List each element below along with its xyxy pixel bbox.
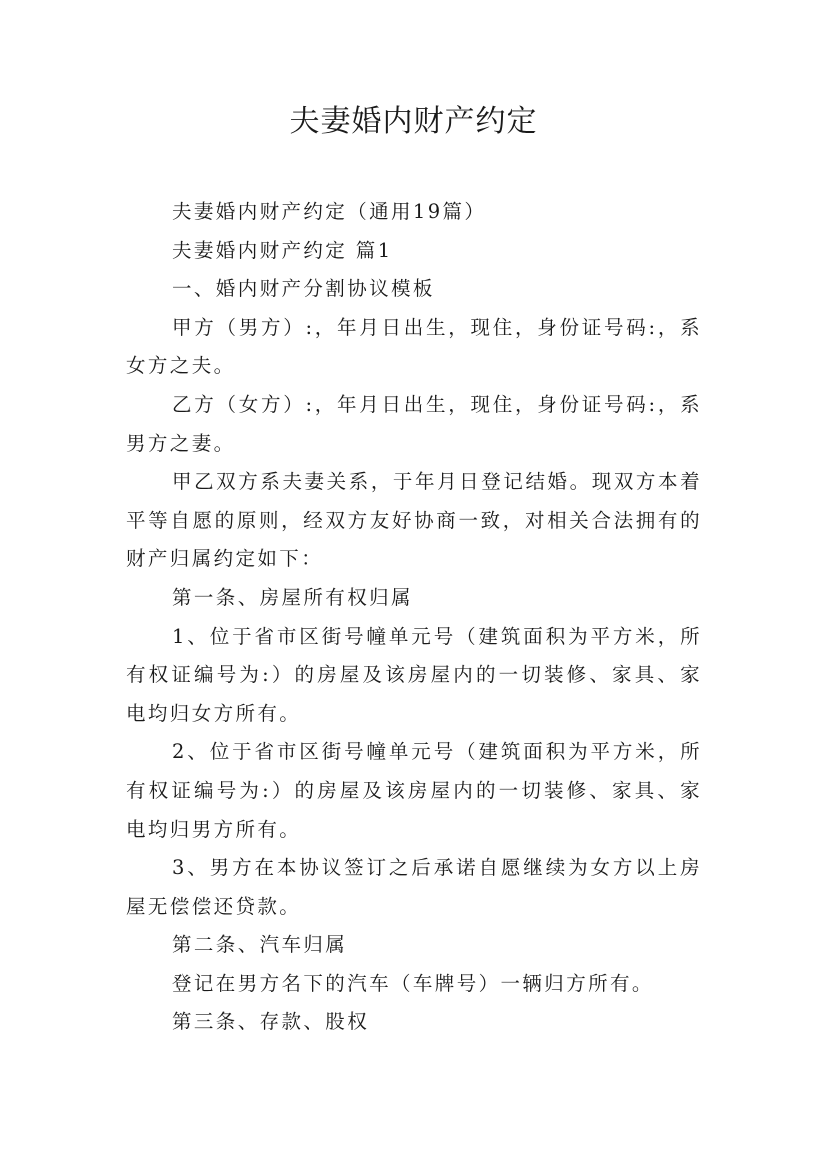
document-body <box>126 193 702 1042</box>
paragraph-party-b: 乙方（女方）:，年月日出生，现住，身份证号码:，系男方之妻。 <box>126 392 702 455</box>
document-title: 夫妻婚内财产约定 <box>289 104 538 139</box>
paragraph-article-2-heading: 第二条、汽车归属 <box>172 933 348 957</box>
paragraph-section-heading: 一、婚内财产分割协议模板 <box>172 277 435 301</box>
paragraph-article-1-item-1: 1、位于省市区街号幢单元号（建筑面积为平方米，所有权证编号为:）的房屋及该房屋内的一切装修、家具、家电均归女方所有。 <box>126 624 702 725</box>
paragraph-collection-heading: 夫妻婚内财产约定（通用19篇） <box>172 200 487 223</box>
paragraph-article-3-heading: 第三条、存款、股权 <box>172 1010 370 1034</box>
paragraph-party-a: 甲方（男方）:，年月日出生，现住，身份证号码:，系女方之夫。 <box>126 315 702 378</box>
paragraph-article-1-item-3: 3、男方在本协议签订之后承诺自愿继续为女方以上房屋无偿偿还贷款。 <box>126 856 702 918</box>
paragraph-article-2-body: 登记在男方名下的汽车（车牌号）一辆归方所有。 <box>172 971 654 995</box>
paragraph-chapter-heading: 夫妻婚内财产约定 篇1 <box>172 238 393 262</box>
paragraph-article-1-heading: 第一条、房屋所有权归属 <box>172 585 413 609</box>
paragraph-article-1-item-2: 2、位于省市区街号幢单元号（建筑面积为平方米，所有权证编号为:）的房屋及该房屋内的一切装修、家具、家电均归男方所有。 <box>126 740 702 841</box>
paragraph-preamble: 甲乙双方系夫妻关系，于年月日登记结婚。现双方本着平等自愿的原则，经双方友好协商一致，对相关合法拥有的财产归属约定如下： <box>126 470 702 571</box>
